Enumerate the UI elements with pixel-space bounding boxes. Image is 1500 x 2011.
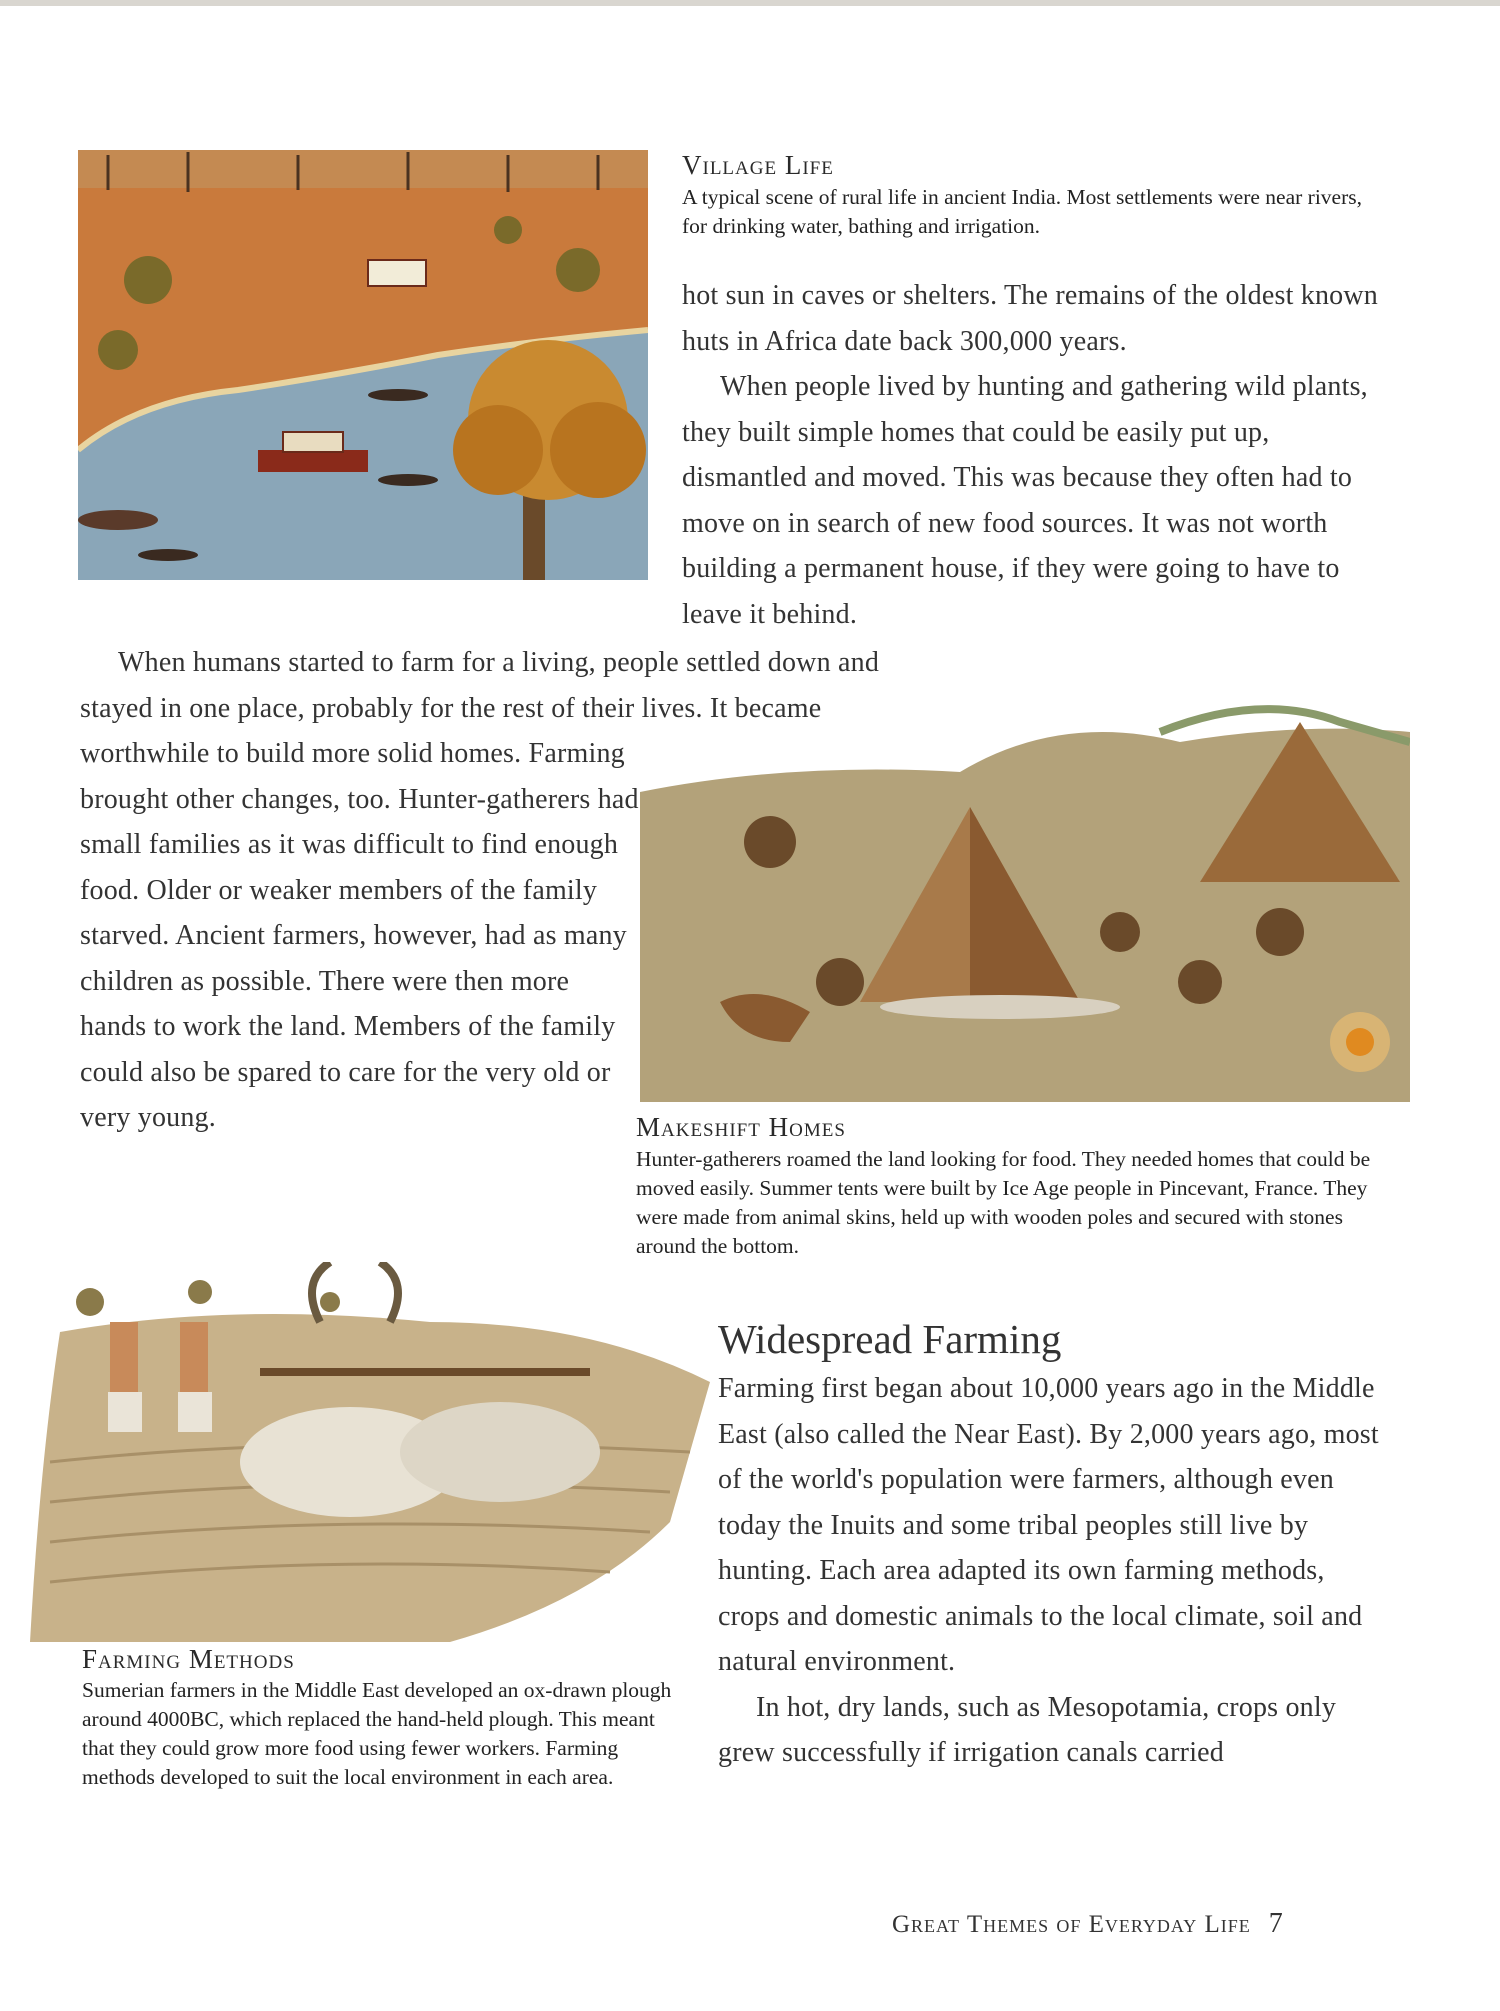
section-body (718, 1366, 1393, 1776)
body-paragraph: hot sun in caves or shelters. The remains of the oldest known huts in Africa date back 300,000 years. (682, 280, 1378, 357)
caption-title-farming-methods: Farming Methods (82, 1644, 295, 1674)
page-top-edge (0, 0, 1500, 6)
village-life-illustration (78, 150, 648, 580)
caption-text-farming-methods: Sumerian farmers in the Middle East developed an ox-drawn plough around 4000BC, which replaced the hand-held plough. This meant that they could grow more food using fewer workers. Farming methods developed to suit the local environment in each area. (82, 1678, 672, 1789)
running-title: Great Themes of Everyday Life (892, 1911, 1251, 1938)
body-paragraph: brought other changes, too. Hunter-gatherers had small families as it was difficult to find enough food. Older or weaker members of the family starved. Ancient farmers, however, had as many children as possible. There were then more hands to work the land. Members of the family could also be spared to care for the very old or very young. (80, 783, 639, 1133)
makeshift-homes-illustration (640, 682, 1410, 1102)
page-footer (892, 1908, 1284, 1940)
farming-methods-illustration (30, 1262, 710, 1642)
body-line: worthwhile to build more solid homes. Farming (80, 738, 625, 769)
body-line: When humans started to farm for a living, people settled down and (118, 647, 880, 678)
caption-text-village-life: A typical scene of rural life in ancient India. Most settlements were near rivers, for drinking water, bathing and irrigation. (682, 185, 1362, 238)
body-paragraph: Farming first began about 10,000 years ago in the Middle East (also called the Near East). By 2,000 years ago, most of the world's population were farmers, although even today the Inuits and some tribal peoples still live by hunting. Each area adapted its own farming methods, crops and domestic animals to the local climate, soil and natural environment. (718, 1373, 1379, 1677)
body-text-top-right (682, 273, 1392, 637)
page-number: 7 (1268, 1908, 1284, 1939)
caption-title-makeshift-homes: Makeshift Homes (636, 1112, 846, 1142)
section-heading: Widespread Farming (718, 1316, 1062, 1362)
caption-title-village-life: Village Life (682, 150, 834, 180)
body-line: stayed in one place, probably for the rest of their lives. It became (80, 692, 822, 724)
caption-text-makeshift-homes: Hunter-gatherers roamed the land looking for food. They needed homes that could be moved easily. Summer tents were built by Ice Age people in Pincevant, France. They were made from animal skins, held up with wooden poles and secured with stones around the bottom. (636, 1147, 1371, 1258)
body-paragraph: When people lived by hunting and gathering wild plants, they built simple homes that could be easily put up, dismantled and moved. This was because they often had to move on in search of new food sources. It was not worth building a permanent house, if they were going to have to leave it behind. (682, 371, 1368, 630)
body-paragraph: In hot, dry lands, such as Mesopotamia, crops only grew successfully if irrigation canals carried (718, 1691, 1337, 1768)
